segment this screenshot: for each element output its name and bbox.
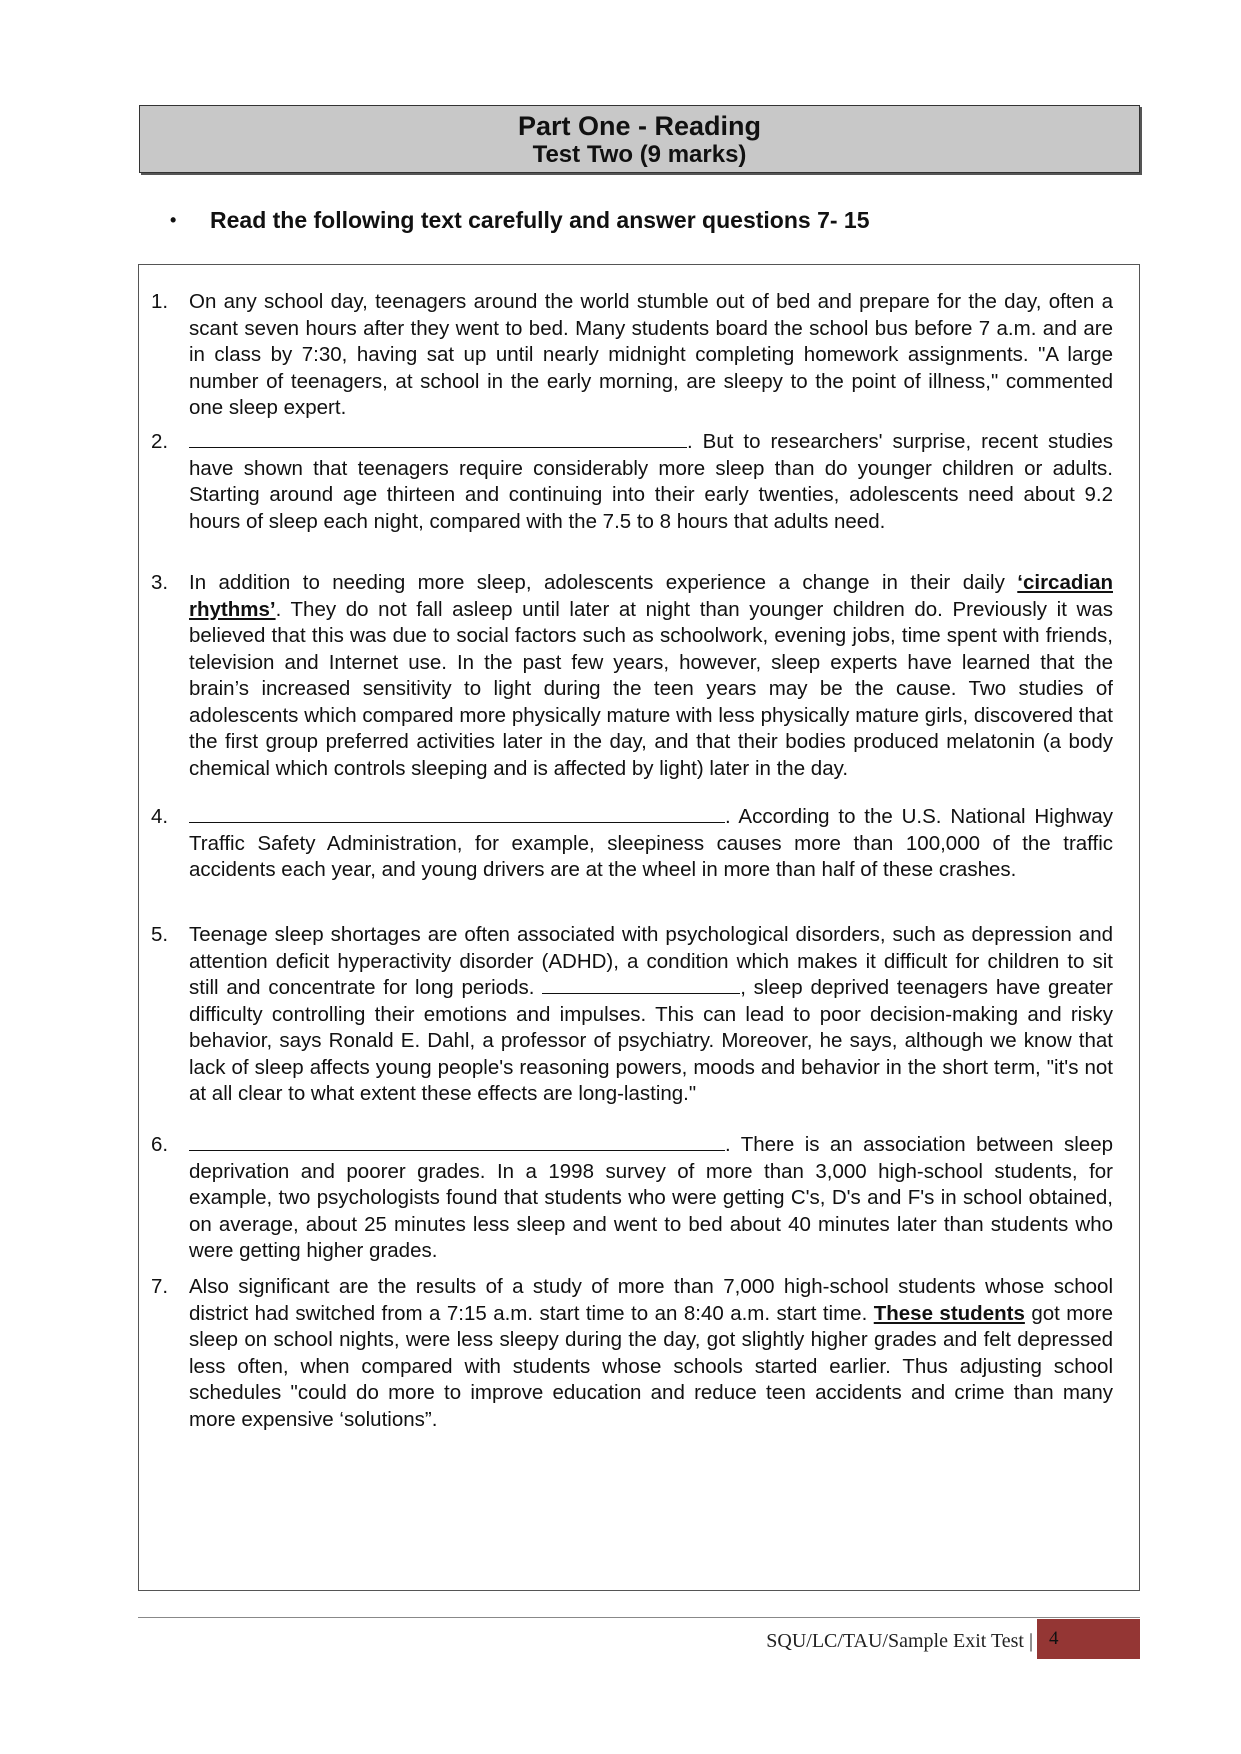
paragraph-text: . According to the U.S. National Highway Traffic Safety Administration, for example, sleepiness causes more than 100,000 of the traffic accidents each year, and young drivers are at the wheel in more than half of these crashes. (189, 805, 1113, 881)
paragraph-text: Also significant are the results of a study of more than 7,000 high-school students whose school district had switched from a 7:15 a.m. start time to an 8:40 a.m. start time. (189, 1275, 1113, 1325)
paragraph-text: , sleep deprived teenagers have greater difficulty controlling their emotions and impulses. This can lead to poor decision-making and risky behavior, says Ronald E. Dahl, a professor of psychiatry. Moreover, he says, although we know that lack of sleep affects young people's reasoning powers, moods and behavior in the short term, "it's not at all clear to what extent these effects are long-lasting." (189, 976, 1113, 1105)
section-header (139, 105, 1140, 173)
paragraph-number: 6. (151, 1133, 169, 1156)
paragraph-number: 3. (151, 571, 169, 594)
paragraph-4 (151, 804, 1113, 884)
paragraph-7 (151, 1274, 1113, 1433)
answer-blank[interactable] (189, 804, 725, 823)
paragraph-number: 2. (151, 430, 169, 453)
paragraph-number: 1. (151, 290, 169, 313)
paragraph-2 (151, 429, 1113, 535)
footer-divider (138, 1617, 1140, 1618)
instruction (170, 206, 870, 234)
paragraph-number: 7. (151, 1275, 169, 1298)
paragraph-number: 5. (151, 923, 169, 946)
paragraph-3 (151, 570, 1113, 782)
section-title: Part One - Reading (517, 111, 762, 141)
section-subtitle: Test Two (9 marks) (532, 141, 747, 168)
paragraph-text: . They do not fall asleep until later at night than younger children do. Previously it was believed that this was due to social factors such as schoolwork, evening jobs, time spent with friends, television and Internet use. In the past few years, however, sleep experts have learned that the brain’s increased sensitivity to light during the teen years may be the cause. Two studies of adolescents which compared more physically mature with less physically mature girls, discovered that the first group preferred activities later in the day, and that their bodies produced melatonin (a body chemical which controls sleeping and is affected by light) later in the day. (189, 597, 1113, 780)
paragraph-5 (151, 922, 1113, 1108)
answer-blank[interactable] (189, 429, 687, 448)
answer-blank[interactable] (542, 975, 740, 994)
bullet-icon: • (170, 210, 177, 230)
paragraph-text: On any school day, teenagers around the world stumble out of bed and prepare for the day, often a scant seven hours after they went to bed. Many students board the school bus before 7 a.m. and are in class by 7:30, having sat up until nearly midnight completing homework assignments. "A large number of teenagers, at school in the early morning, are sleepy to the point of illness," commented one sleep expert. (189, 290, 1113, 419)
paragraph-6 (151, 1132, 1113, 1265)
paragraph-text: . But to researchers' surprise, recent studies have shown that teenagers require considerably more sleep than do younger children or adults. Starting around age thirteen and continuing into their early twenties, adolescents need about 9.2 hours of sleep each night, compared with the 7.5 to 8 hours that adults need. (189, 430, 1113, 533)
paragraph-text: . There is an association between sleep deprivation and poorer grades. In a 1998 survey of more than 3,000 high-school students, for example, two psychologists found that students who were getting C's, D's and F's in school obtained, on average, about 25 minutes less sleep and went to bed about 40 minutes later than students who were getting higher grades. (189, 1133, 1113, 1262)
paragraph-text: In addition to needing more sleep, adolescents experience a change in their daily (189, 571, 1018, 594)
instruction-text: Read the following text carefully and answer questions 7- 15 (210, 207, 870, 233)
reading-text-box (138, 264, 1140, 1591)
footer-label: SQU/LC/TAU/Sample Exit Test | (766, 1630, 1033, 1652)
paragraph-1 (151, 289, 1113, 422)
paragraph-text: Teenage sleep shortages are often associated with psychological disorders, such as depression and attention deficit hyperactivity disorder (ADHD), a condition which makes it difficult for children to sit still and concentrate for long periods. (189, 923, 1113, 999)
emphasized-term: ‘circadian rhythms’ (189, 571, 1113, 621)
page-number: 4 (1049, 1628, 1059, 1649)
paragraph-text: got more sleep on school nights, were less sleepy during the day, got slightly higher grades and felt depressed less often, when compared with students whose schools started earlier. Thus adjusting school schedules "could do more to improve education and reduce teen accidents and crime than many more expensive ‘solutions”. (189, 1301, 1113, 1431)
answer-blank[interactable] (189, 1132, 725, 1151)
page-number-box (1037, 1619, 1140, 1659)
paragraph-number: 4. (151, 805, 169, 828)
emphasized-term: These students (873, 1301, 1025, 1325)
